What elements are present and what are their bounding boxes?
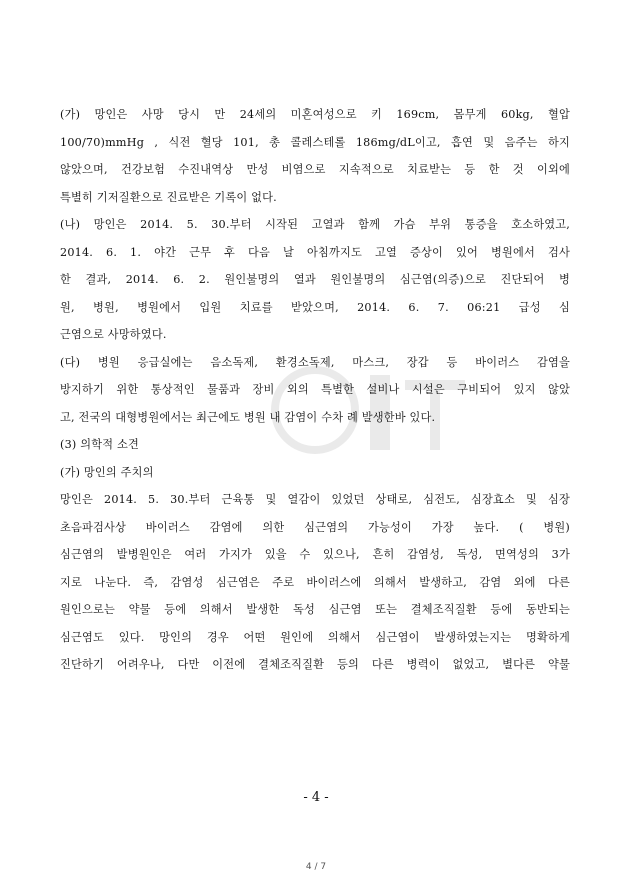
page-number: - 4 - (303, 790, 329, 805)
text-line-18: 지로 나눈다. 즉, 감염성 심근염은 주로 바이러스에 의해서 발생하고, 감염 외에 다른 (60, 575, 570, 589)
text-line-16: 초음파검사상 바이러스 감염에 의한 심근염의 가능성이 가장 높다. ( 병원) (60, 520, 570, 534)
text-line-17: 심근염의 발병원인은 여러 가지가 있을 수 있으나, 흔히 감염성, 독성, 면역성의 3가 (60, 548, 570, 561)
text-line-7: 한 결과, 2014. 6. 2. 원인불명의 열과 원인불명의 심근염(의증)으로 진단되어 병 (60, 273, 570, 286)
text-line-1: (가) 망인은 사망 당시 만 24세의 미혼여성으로 키 169cm, 몸무게 60kg, 혈압 (60, 108, 570, 121)
document-body (60, 101, 570, 679)
text-line-11: 방지하기 위한 통상적인 물품과 장비 외의 특별한 설비나 시설은 구비되어 있지 않았 (60, 383, 570, 396)
text-line-9: 근염으로 사망하였다. (60, 328, 167, 341)
text-line-5: (나) 망인은 2014. 5. 30.부터 시작된 고열과 함께 가슴 부위 통증을 호소하였고, (60, 218, 570, 231)
text-line-6: 2014. 6. 1. 야간 근무 후 다음 날 아침까지도 고열 증상이 있어 병원에서 검사 (60, 245, 570, 259)
text-line-19: 원인으로는 약물 등에 의해서 발생한 독성 심근염 또는 결체조직질환 등에 동반되는 (60, 603, 570, 616)
section-heading: (3) 의학적 소견 (60, 438, 139, 451)
text-line-10: (다) 병원 응급실에는 음소독제, 환경소독제, 마스크, 장갑 등 바이러스 감염을 (60, 355, 570, 369)
text-line-4: 특별히 기저질환으로 진료받은 기록이 없다. (60, 190, 277, 204)
page-counter: 4 / 7 (305, 862, 327, 872)
text-line-12: 고, 전국의 대형병원에서는 최근에도 병원 내 감염이 수차 례 발생한바 있다. (60, 410, 436, 424)
text-line-8: 원, 병원, 병원에서 입원 치료를 받았으며, 2014. 6. 7. 06:21 급성 심 (60, 300, 570, 314)
text-line-2: 100/70)mmHg , 식전 혈당 101, 총 콜레스테롤 186mg/dL이고, 흡연 및 음주는 하지 (60, 135, 570, 149)
text-line-15: 망인은 2014. 5. 30.부터 근육통 및 열감이 있었던 상태로, 심전도, 심장효소 및 심장 (60, 493, 570, 506)
text-line-21: 진단하기 어려우나, 다만 이전에 결체조직질환 등의 다른 병력이 없었고, 별다른 약물 (60, 658, 570, 671)
text-line-3: 않았으며, 건강보험 수진내역상 만성 비염으로 지속적으로 치료받는 등 한 것 이외에 (60, 163, 570, 176)
text-line-20: 심근염도 있다. 망인의 경우 어떤 원인에 의해서 심근염이 발생하였는지는 명확하게 (60, 630, 570, 644)
subsection-heading: (가) 망인의 주치의 (60, 465, 154, 479)
